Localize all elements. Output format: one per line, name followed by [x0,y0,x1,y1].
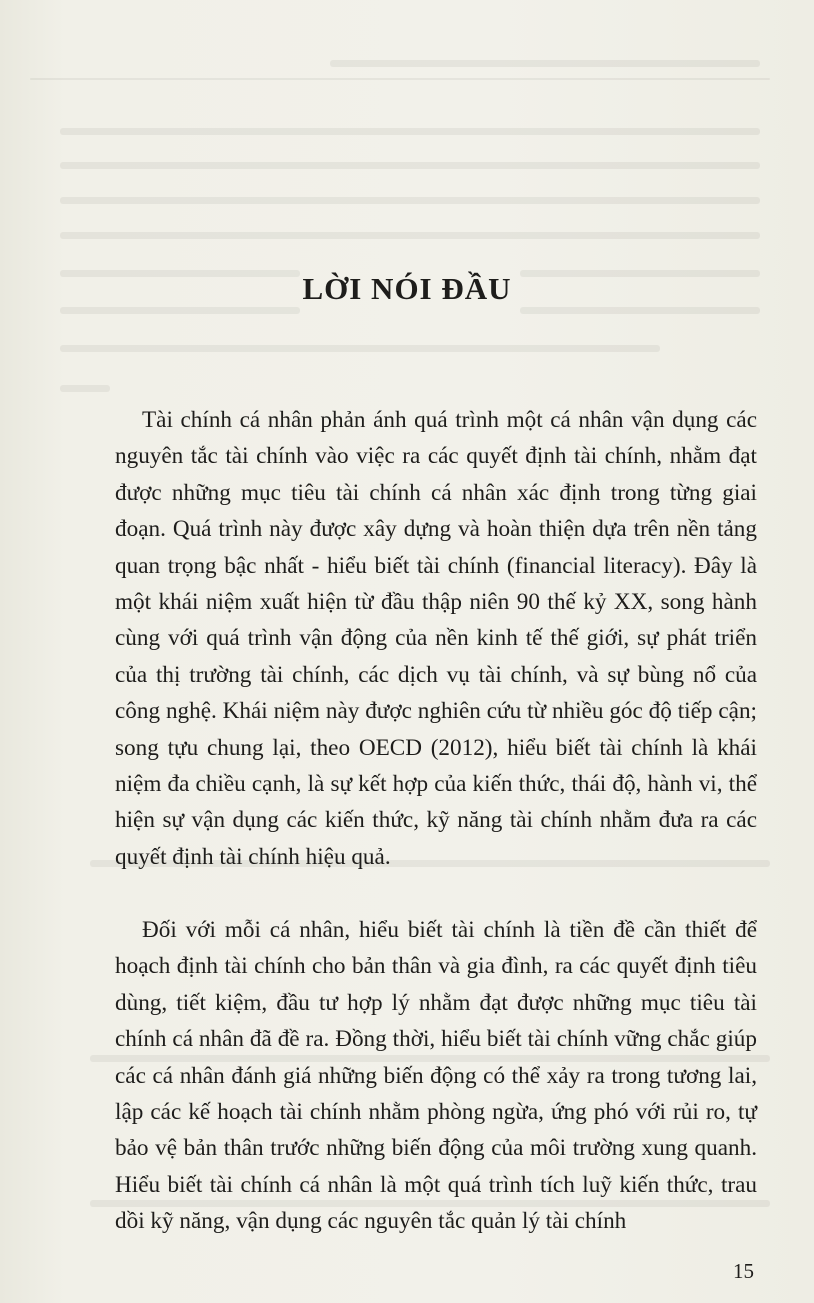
paragraph-1: Tài chính cá nhân phản ánh quá trình một cá nhân vận dụng các nguyên tắc tài chính vào việc ra các quyết định tài chính, nhằm đạt được những mục tiêu tài chính cá nhân xác định trong từng giai đoạn. Quá trình này được xây dựng và hoàn thiện dựa trên nền tảng quan trọng bậc nhất - hiểu biết tài chính (financial literacy). Đây là một khái niệm xuất hiện từ đầu thập niên 90 thế kỷ XX, song hành cùng với quá trình vận động của nền kinh tế thế giới, sự phát triển của thị trường tài chính, các dịch vụ tài chính, và sự bùng nổ của công nghệ. Khái niệm này được nghiên cứu từ nhiều góc độ tiếp cận; song tựu chung lại, theo OECD (2012), hiểu biết tài chính là khái niệm đa chiều cạnh, là sự kết hợp của kiến thức, thái độ, hành vi, thể hiện sự vận dụng các kiến thức, kỹ năng tài chính nhằm đưa ra các quyết định tài chính hiệu quả. [115,407,757,870]
chapter-title: LỜI NÓI ĐẦU [302,271,512,306]
page-number: 15 [733,1259,754,1283]
paragraph-2: Đối với mỗi cá nhân, hiểu biết tài chính là tiền đề cần thiết để hoạch định tài chính cho bản thân và gia đình, ra các quyết định tiêu dùng, tiết kiệm, đầu tư hợp lý nhằm đạt được những mục tiêu tài chính cá nhân đã đề ra. Đồng thời, hiểu biết tài chính vững chắc giúp các cá nhân đánh giá những biến động có thể xảy ra trong tương lai, lập các kế hoạch tài chính nhằm phòng ngừa, ứng phó với rủi ro, tự bảo vệ bản thân trước những biến động của môi trường xung quanh. Hiểu biết tài chính cá nhân là một quá trình tích luỹ kiến thức, trau dồi kỹ năng, vận dụng các nguyên tắc quản lý tài chính [115,917,757,1235]
